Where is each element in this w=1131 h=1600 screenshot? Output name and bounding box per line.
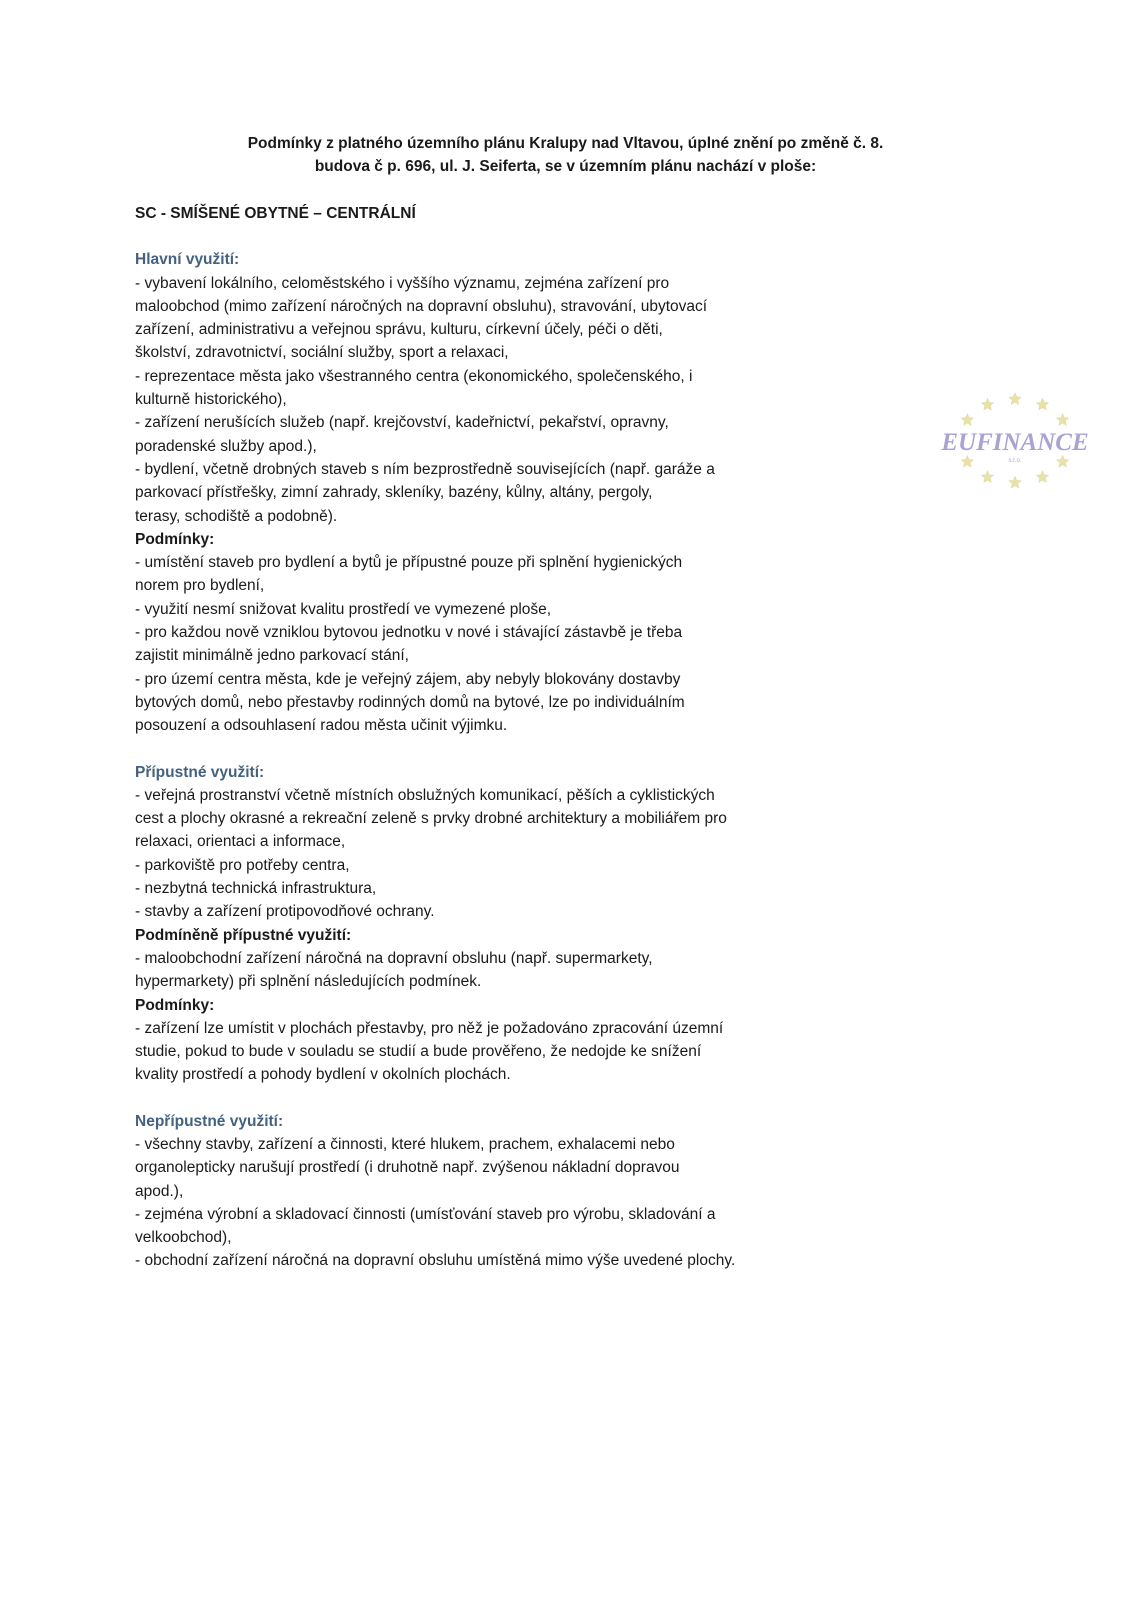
permitted-use-lines [135, 784, 815, 924]
text-line: - zařízení lze umístit v plochách přestavby, pro něž je požadováno zpracování územní [135, 1019, 724, 1037]
main-use-conditions-heading: Podmínky: [135, 530, 215, 548]
text-line: - zejména výrobní a skladovací činnosti (umísťování staveb pro výrobu, skladování a [135, 1205, 716, 1223]
text-line: zařízení, administrativu a veřejnou správu, kulturu, církevní účely, péči o děti, [135, 321, 663, 339]
text-line: školství, zdravotnictví, sociální služby, sport a relaxaci, [135, 344, 509, 362]
star-icon [1036, 398, 1048, 410]
text-line: maloobchod (mimo zařízení náročných na dopravní obsluhu), stravování, ubytovací [135, 297, 708, 315]
header-line-1: Podmínky z platného územního plánu Kralupy nad Vltavou, úplné znění po změně č. 8. [247, 135, 884, 152]
section-gap [135, 738, 815, 761]
text-line: hypermarkety) při splnění následujících podmínek. [135, 973, 482, 991]
text-line: - zařízení nerušících služeb (např. krejčovství, kadeřnictví, pekařství, opravny, [135, 414, 669, 432]
text-line: posouzení a odsouhlasení radou města učinit výjimku. [135, 717, 508, 735]
eufinance-logo [940, 386, 1090, 506]
header-line-2: budova č p. 696, ul. J. Seiferta, se v územním plánu nachází v ploše: [314, 158, 817, 175]
section-gap [135, 1087, 815, 1110]
text-line: relaxaci, orientaci a informace, [135, 833, 346, 851]
text-line: zajistit minimálně jedno parkovací stání, [135, 647, 409, 665]
document-body [135, 202, 815, 1273]
text-line: - obchodní zařízení náročná na dopravní obsluhu umístěná mimo výše uvedené plochy. [135, 1252, 736, 1270]
document-header [0, 132, 1131, 178]
text-line: - všechny stavby, zařízení a činnosti, které hlukem, prachem, exhalacemi nebo [135, 1135, 675, 1153]
star-icon [1009, 476, 1021, 488]
text-line: - umístění staveb pro bydlení a bytů je přípustné pouze při splnění hygienických [135, 554, 683, 572]
text-line: - maloobchodní zařízení náročná na dopravní obsluhu (např. supermarkety, [135, 949, 653, 967]
text-line: - parkoviště pro potřeby centra, [135, 856, 350, 874]
text-line: apod.), [135, 1182, 184, 1200]
conditional-use-conditions [135, 1017, 815, 1087]
section-main-use [135, 248, 815, 737]
text-line: - stavby a zařízení protipovodňové ochrany. [135, 903, 435, 921]
logo-wordmark: EUFINANCE [941, 429, 1089, 456]
main-use-heading: Hlavní využití: [135, 251, 240, 269]
text-line: - veřejná prostranství včetně místních obslužných komunikací, pěších a cyklistických [135, 786, 715, 804]
text-line: kvality prostředí a pohody bydlení v okolních plochách. [135, 1066, 511, 1084]
text-line: - nezbytná technická infrastruktura, [135, 880, 377, 898]
star-icon [1009, 393, 1021, 405]
text-line: - využití nesmí snižovat kvalitu prostředí ve vymezené ploše, [135, 600, 552, 618]
text-line: - vybavení lokálního, celoměstského i vyššího významu, zejména zařízení pro [135, 274, 670, 292]
text-line: terasy, schodiště a podobně). [135, 507, 338, 525]
conditional-use-lines [135, 947, 815, 994]
text-line: - reprezentace města jako všestranného centra (ekonomického, společenského, i [135, 367, 693, 385]
conditional-use-conditions-heading: Podmínky: [135, 996, 215, 1014]
main-use-conditions [135, 551, 815, 737]
star-icon [981, 398, 993, 410]
text-line: parkovací přístřešky, zimní zahrady, skleníky, bazény, kůlny, altány, pergoly, [135, 484, 653, 502]
star-icon [1056, 455, 1068, 467]
star-icon [961, 414, 973, 426]
text-line: - bydlení, včetně drobných staveb s ním bezprostředně souvisejících (např. garáže a [135, 460, 715, 478]
text-line: - pro každou nově vzniklou bytovou jednotku v nové i stávající zástavbě je třeba [135, 624, 683, 642]
prohibited-use-heading: Nepřípustné využití: [135, 1112, 284, 1130]
permitted-use-heading: Přípustné využití: [135, 763, 265, 781]
zone-title: SC - SMÍŠENÉ OBYTNÉ – CENTRÁLNÍ [135, 205, 416, 222]
logo-subtext: s.r.o. [1008, 458, 1022, 464]
eufinance-logo-graphic [940, 386, 1090, 506]
text-line: norem pro bydlení, [135, 577, 265, 595]
text-line: organolepticky narušují prostředí (i druhotně např. zvýšenou nákladní dopravou [135, 1159, 680, 1177]
star-icon [1036, 471, 1048, 483]
prohibited-use-lines [135, 1133, 815, 1273]
star-icon [961, 455, 973, 467]
text-line: kulturně historického), [135, 391, 287, 409]
star-icon [981, 471, 993, 483]
text-line: cest a plochy okrasné a rekreační zeleně s prvky drobné architektury a mobiliářem pro [135, 810, 727, 828]
section-prohibited-use [135, 1110, 815, 1273]
star-icon [1056, 414, 1068, 426]
text-line: bytových domů, nebo přestavby rodinných domů na bytové, lze po individuálním [135, 693, 685, 711]
text-line: studie, pokud to bude v souladu se studií a bude prověřeno, že nedojde ke snížení [135, 1043, 702, 1061]
text-line: poradenské služby apod.), [135, 437, 317, 455]
text-line: velkoobchod), [135, 1229, 232, 1247]
section-permitted-use [135, 761, 815, 1087]
text-line: - pro území centra města, kde je veřejný zájem, aby nebyly blokovány dostavby [135, 670, 681, 688]
conditional-use-heading: Podmíněně přípustné využití: [135, 926, 352, 944]
main-use-lines [135, 272, 815, 528]
